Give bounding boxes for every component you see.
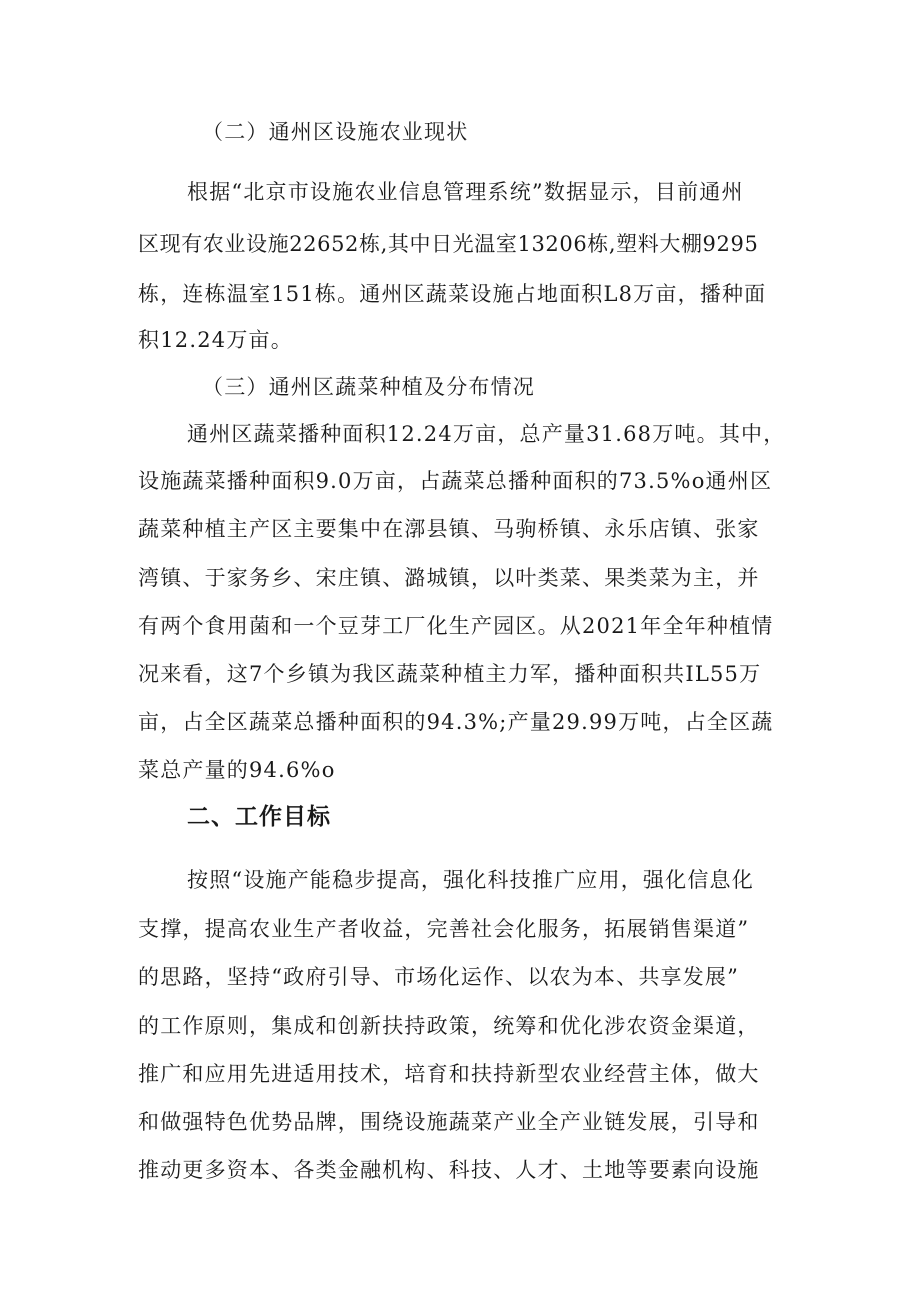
paragraph-line: 积12.24万亩。 bbox=[138, 328, 293, 352]
paragraph-line: 湾镇、于家务乡、宋庄镇、潞城镇，以叶类菜、果类菜为主，并 bbox=[138, 566, 760, 590]
subsection-heading-vegetable-distribution: （三）通州区蔬菜种植及分布情况 bbox=[202, 375, 535, 399]
paragraph-line: 的思路，坚持“政府引导、市场化运作、以农为本、共享发展” bbox=[138, 965, 740, 989]
paragraph-line: 况来看，这7个乡镇为我区蔬菜种植主力军，播种面积共IL55万 bbox=[138, 662, 762, 686]
paragraph-line: 根据“北京市设施农业信息管理系统”数据显示，目前通州 bbox=[187, 180, 744, 204]
paragraph-line: 栋，连栋温室151栋。通州区蔬菜设施占地面积L8万亩，播种面 bbox=[138, 282, 767, 306]
paragraph-line: 按照“设施产能稳步提高，强化科技推广应用，强化信息化 bbox=[187, 868, 754, 892]
paragraph-line: 推广和应用先进适用技术，培育和扶持新型农业经营主体，做大 bbox=[138, 1062, 760, 1086]
paragraph-line: 支撑，提高农业生产者收益，完善社会化服务，拓展销售渠道” bbox=[138, 917, 750, 941]
subsection-heading-facility-status: （二）通州区设施农业现状 bbox=[202, 120, 469, 144]
paragraph-line: 有两个食用菌和一个豆芽工厂化生产园区。从2021年全年种植情 bbox=[138, 614, 774, 638]
paragraph-line: 的工作原则，集成和创新扶持政策，统筹和优化涉农资金渠道， bbox=[138, 1014, 760, 1038]
section-heading-work-goals: 二、工作目标 bbox=[187, 804, 331, 830]
paragraph-line: 和做强特色优势品牌，围绕设施蔬菜产业全产业链发展，引导和 bbox=[138, 1110, 760, 1134]
paragraph-line: 推动更多资本、各类金融机构、科技、人才、土地等要素向设施 bbox=[138, 1158, 760, 1182]
paragraph-line: 蔬菜种植主产区主要集中在漷县镇、马驹桥镇、永乐店镇、张家 bbox=[138, 517, 760, 541]
paragraph-line: 菜总产量的94.6%o bbox=[138, 758, 336, 782]
paragraph-line: 亩，占全区蔬菜总播种面积的94.3%;产量29.99万吨，占全区蔬 bbox=[138, 710, 774, 734]
paragraph-line: 区现有农业设施22652栋,其中日光温室13206栋,塑料大棚9295 bbox=[138, 232, 759, 256]
paragraph-line: 设施蔬菜播种面积9.0万亩，占蔬菜总播种面积的73.5%o通州区 bbox=[138, 469, 773, 493]
paragraph-line: 通州区蔬菜播种面积12.24万亩，总产量31.68万吨。其中， bbox=[187, 422, 786, 446]
